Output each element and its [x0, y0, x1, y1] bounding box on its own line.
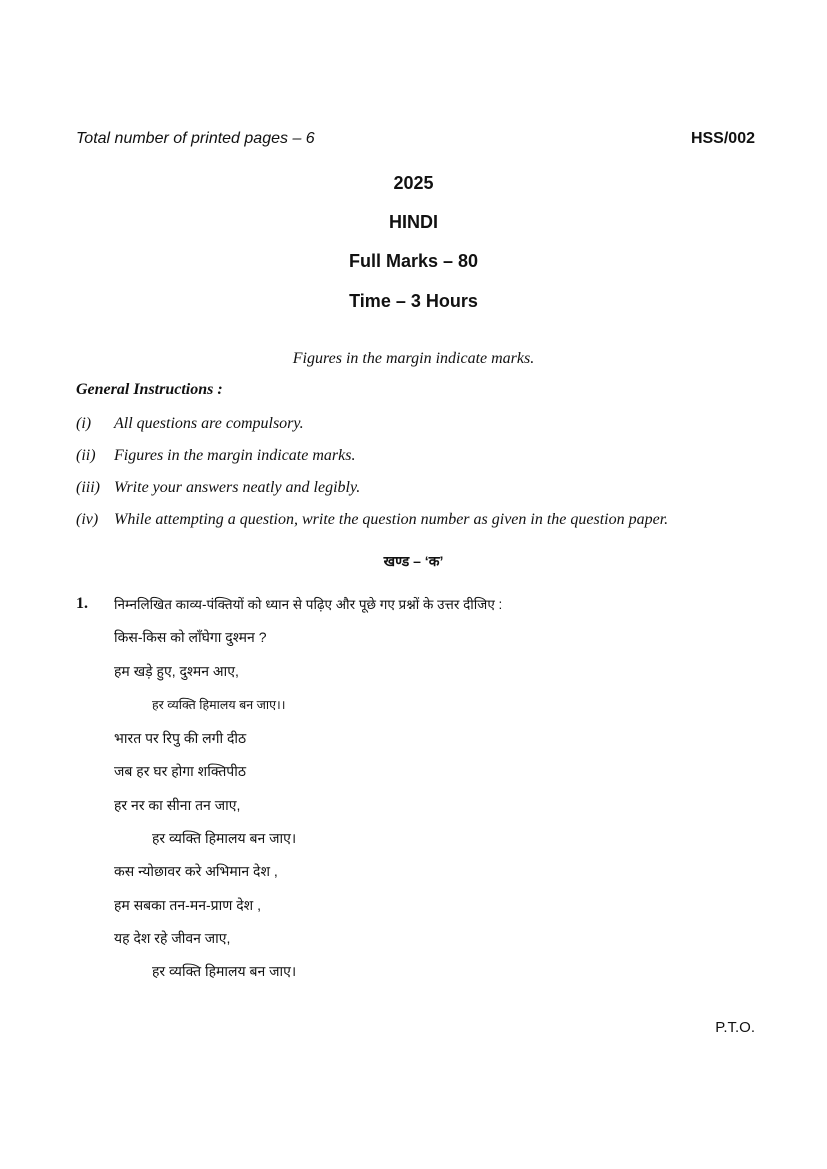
- instruction-number: (iv): [76, 511, 99, 528]
- instruction-text: Figures in the margin indicate marks.: [114, 447, 356, 464]
- instruction-number: (iii): [76, 479, 100, 496]
- paper-code: HSS/002: [690, 130, 755, 147]
- instruction-text: While attempting a question, write the question number as given in the question paper.: [114, 511, 669, 528]
- please-turn-over: P.T.O.: [715, 1019, 755, 1036]
- margin-marks-note: Figures in the margin indicate marks.: [292, 350, 535, 367]
- time-allowed: Time – 3 Hours: [349, 291, 478, 311]
- instruction-item: [76, 447, 355, 465]
- instruction-text: All questions are compulsory.: [114, 415, 304, 432]
- question-text: निम्नलिखित काव्य-पंक्तियों को ध्यान से पढ़िए और पूछे गए प्रश्नों के उत्तर दीजिए :: [114, 597, 503, 612]
- full-marks: Full Marks – 80: [348, 251, 479, 271]
- subject-title: HINDI: [389, 212, 438, 232]
- instruction-text: Write your answers neatly and legibly.: [114, 479, 361, 496]
- poem-line: हर नर का सीना तन जाए,: [114, 797, 241, 813]
- poem-line: हर व्यक्ति हिमालय बन जाए।: [152, 963, 297, 979]
- poem-line: किस-किस को लाँघेगा दुश्मन ?: [114, 629, 267, 645]
- instruction-number: (i): [76, 415, 92, 432]
- exam-year: 2025: [393, 173, 434, 193]
- section-heading: खण्ड – ‘क’: [383, 553, 444, 569]
- instruction-number: (ii): [76, 447, 96, 464]
- poem-line: हर व्यक्ति हिमालय बन जाए।।: [152, 698, 286, 712]
- poem-line: यह देश रहे जीवन जाए,: [114, 930, 231, 946]
- instruction-item: [76, 479, 360, 497]
- instruction-item: [76, 415, 304, 433]
- poem-line: हम सबका तन-मन-प्राण देश ,: [114, 897, 261, 913]
- instruction-item: [76, 511, 668, 529]
- question-number: 1.: [76, 595, 88, 612]
- poem-line: हर व्यक्ति हिमालय बन जाए।: [152, 830, 297, 846]
- general-instructions-title: General Instructions :: [76, 381, 223, 398]
- poem-line: कस न्योछावर करे अभिमान देश ,: [114, 863, 278, 879]
- poem-line: जब हर घर होगा शक्तिपीठ: [114, 763, 247, 779]
- printed-pages-note: Total number of printed pages – 6: [76, 130, 315, 147]
- poem-line: हम खड़े हुए, दुश्मन आए,: [114, 663, 239, 679]
- poem-line: भारत पर रिपु की लगी दीठ: [114, 730, 247, 746]
